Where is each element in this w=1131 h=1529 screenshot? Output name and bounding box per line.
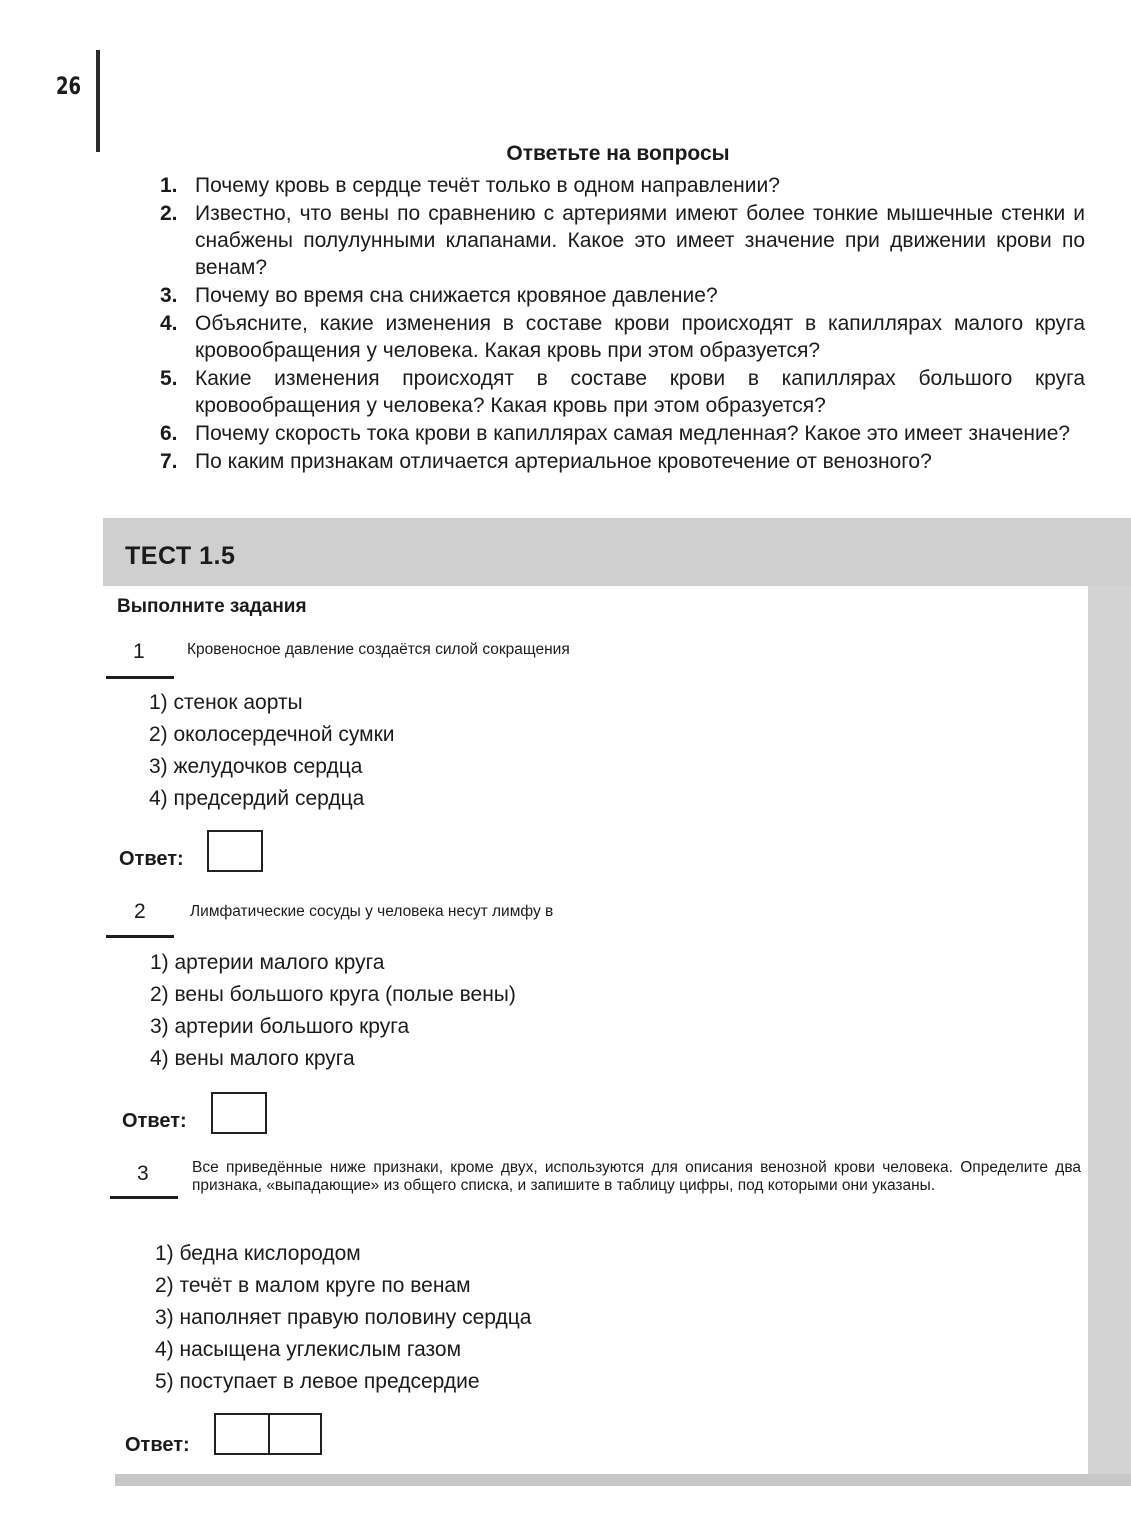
task-options [150, 947, 516, 1075]
answer-cell[interactable] [213, 1094, 265, 1132]
task-number: 3 [137, 1162, 149, 1185]
option-item: 3) артерии большого круга [150, 1015, 410, 1038]
question-item: 4. Объясните, какие изменения в составе крови происходят в капиллярах малого круга кровообращения у человека. Какая кровь при этом образуется? [160, 312, 1085, 362]
task-text: Все приведённые ниже признаки, кроме двух, используются для описания венозной крови человека. Определите два признака, «выпадающие» из общего списка, и запишите в таблицу цифры, под которыми они указаны. [192, 1159, 1081, 1194]
questions-list [160, 172, 1085, 476]
test-header-band [103, 518, 1131, 586]
option-item: 4) предсердий сердца [149, 787, 365, 810]
question-item: 3. Почему во время сна снижается кровяное давление? [160, 284, 718, 307]
option-item: 4) насыщена углекислым газом [155, 1338, 462, 1361]
question-item: 7. По каким признакам отличается артериальное кровотечение от венозного? [160, 450, 932, 473]
answer-cell[interactable] [209, 832, 261, 870]
answer-cell[interactable] [216, 1415, 268, 1453]
task-options [155, 1238, 531, 1398]
questions-title: Ответьте на вопросы [506, 142, 730, 165]
answer-box[interactable] [211, 1092, 267, 1134]
option-item: 1) артерии малого круга [150, 951, 385, 974]
question-item: 1. Почему кровь в сердце течёт только в одном направлении? [160, 174, 780, 197]
answer-label: Ответ: [119, 848, 184, 870]
task-number-rule [106, 676, 174, 679]
task-options [149, 687, 395, 815]
page-margin-rule [96, 50, 100, 152]
test-title: ТЕСТ 1.5 [125, 542, 236, 570]
test-subtitle: Выполните задания [117, 596, 307, 617]
answer-box[interactable] [207, 830, 263, 872]
option-item: 2) течёт в малом круге по венам [155, 1274, 471, 1297]
task-number-rule [110, 1196, 178, 1199]
answer-label: Ответ: [125, 1434, 190, 1456]
option-item: 4) вены малого круга [150, 1047, 355, 1070]
option-item: 2) околосердечной сумки [149, 723, 395, 746]
task-number: 2 [134, 900, 146, 923]
task-number: 1 [133, 640, 145, 663]
option-item: 1) стенок аорты [149, 691, 303, 714]
answer-cell[interactable] [268, 1415, 320, 1453]
question-item: 6. Почему скорость тока крови в капиллярах самая медленная? Какое это имеет значение? [160, 422, 1071, 445]
task-number-rule [106, 935, 174, 938]
answer-label: Ответ: [122, 1110, 187, 1132]
task-text: Кровеносное давление создаётся силой сокращения [187, 641, 570, 658]
test-side-band [1088, 586, 1131, 1481]
option-item: 5) поступает в левое предсердие [155, 1370, 480, 1393]
option-item: 3) желудочков сердца [149, 755, 363, 778]
test-bottom-band [115, 1474, 1131, 1486]
task-text: Лимфатические сосуды у человека несут лимфу в [190, 903, 554, 920]
question-item: 2. Известно, что вены по сравнению с артериями имеют более тонкие мышечные стенки и снабжены полулунными клапанами. Какое это имеет значение при движении крови по венам? [160, 202, 1085, 279]
answer-box[interactable] [214, 1413, 322, 1455]
option-item: 2) вены большого круга (полые вены) [150, 983, 516, 1006]
page-number: 26 [56, 72, 82, 100]
question-item: 5. Какие изменения происходят в составе крови в капиллярах большого круга кровообращения у человека? Какая кровь при этом образуется? [160, 367, 1085, 417]
option-item: 1) бедна кислородом [155, 1242, 361, 1265]
option-item: 3) наполняет правую половину сердца [155, 1306, 532, 1329]
